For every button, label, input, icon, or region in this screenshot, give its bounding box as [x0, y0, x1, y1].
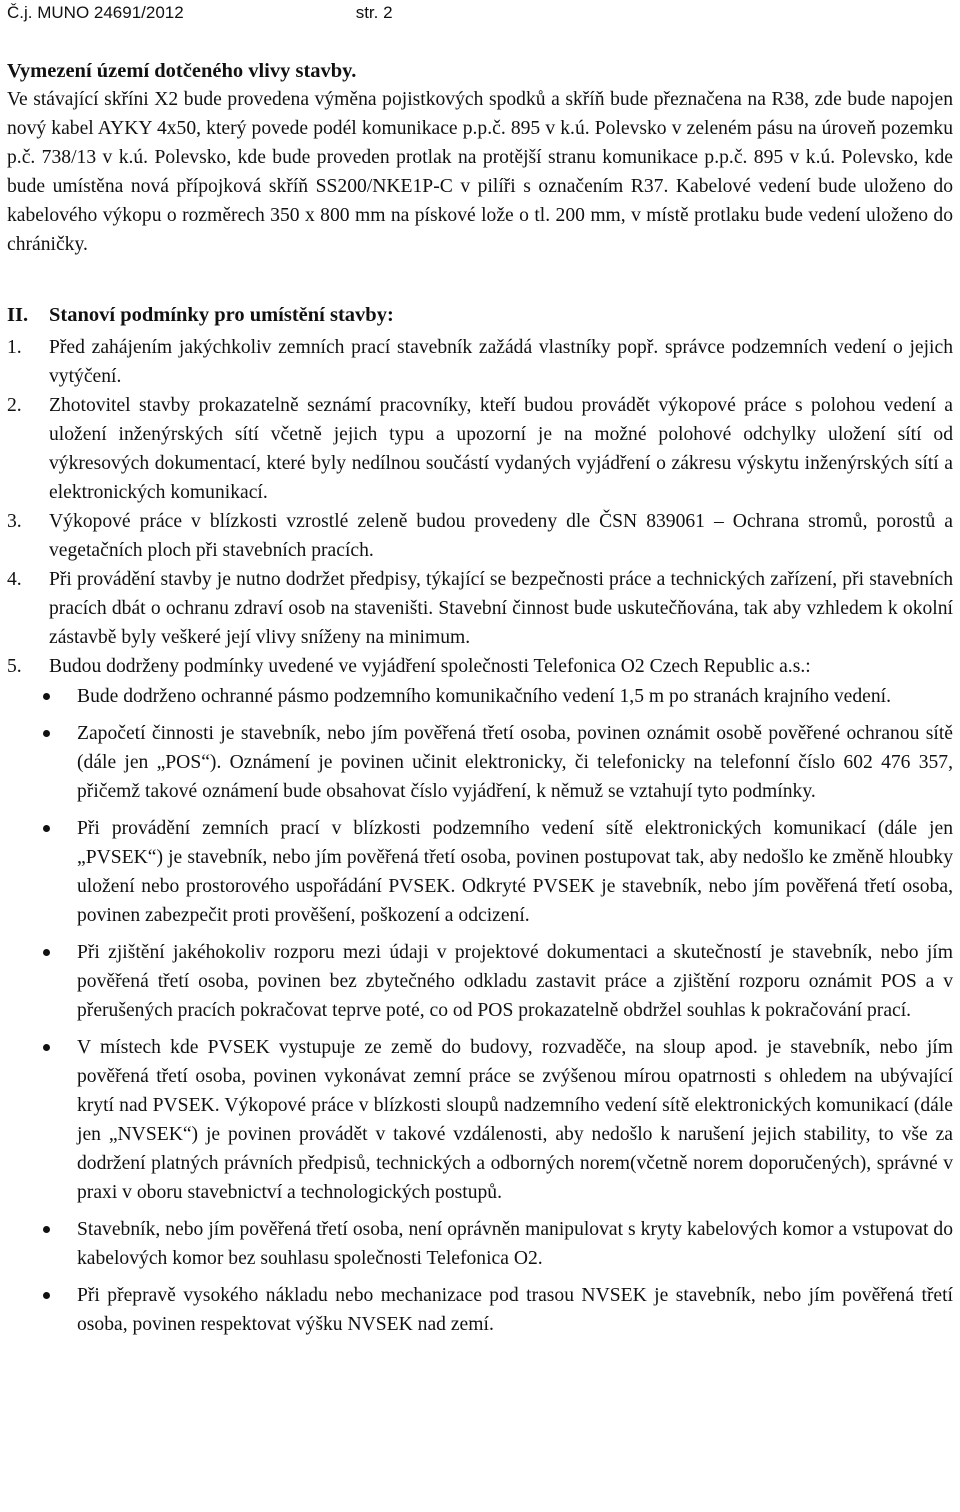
scope-title: Vymezení území dotčeného vlivy stavby.: [7, 60, 357, 82]
bullet-item: [7, 1215, 953, 1273]
bullet-item: [7, 1281, 953, 1339]
bullet-icon: [7, 1215, 77, 1273]
bullet-icon: [7, 1033, 77, 1207]
condition-item: [7, 565, 953, 652]
bullet-text: Bude dodrženo ochranné pásmo podzemního komunikačního vedení 1,5 m po stranách krajního vedení.: [77, 686, 892, 707]
conditions-heading: [7, 301, 953, 329]
conditions-list: [7, 333, 953, 681]
condition-text: Před zahájením jakýchkoliv zemních prací stavebník zažádá vlastníky popř. správce podzemních vedení o jejich vytýčení.: [49, 337, 953, 387]
bullet-item: [7, 719, 953, 806]
condition-text: Výkopové práce v blízkosti vzrostlé zeleně budou provedeny dle ČSN 839061 – Ochrana stromů, porostů a vegetačních ploch při stavebních pracích.: [49, 511, 953, 561]
bullet-item: [7, 938, 953, 1025]
condition-number: 3.: [7, 511, 22, 532]
condition-number: 5.: [7, 656, 22, 677]
bullet-text: V místech kde PVSEK vystupuje ze země do budovy, rozvaděče, na sloup apod. je stavebník, nebo jím pověřená třetí osoba, povinen vykonávat zemní práce se zvýšenou mírou opatrnosti s ohledem na ubývající krytí nad PVSEK. Výkopové práce v blízkosti sloupů nadzemního vedení sítě elektronických komunikací (dále jen „NVSEK“) je povinen provádět v takové vzdálenosti, aby nedošlo k narušení jejich stability, to vše za dodržení platných právních předpisů, technických a odborných norem(včetně norem doporučených), správné v praxi v oboru stavebnictví a technologických postupů.: [77, 1037, 953, 1203]
bullet-icon: [7, 938, 77, 1025]
condition-item: [7, 652, 953, 681]
condition-text: Při provádění stavby je nutno dodržet předpisy, týkající se bezpečnosti práce a technických zařízení, při stavebních pracích dbát o ochranu zdraví osob na staveništi. Stavební činnost bude uskutečňována, tak aby vzhledem k okolní zástavbě byly veškeré její vlivy sníženy na minimum.: [49, 569, 953, 648]
bullet-icon: [7, 719, 77, 806]
condition-item: [7, 333, 953, 391]
condition-number: 1.: [7, 337, 22, 358]
section-number: II.: [7, 304, 29, 326]
bullet-text: Při přepravě vysokého nákladu nebo mechanizace pod trasou NVSEK je stavebník, nebo jím pověřená třetí osoba, povinen respektovat výšku NVSEK nad zemí.: [77, 1285, 953, 1335]
condition-item: [7, 391, 953, 507]
bullet-icon: [7, 814, 77, 930]
bullet-item: [7, 1033, 953, 1207]
bullet-icon: [7, 1281, 77, 1339]
condition-text: Budou dodrženy podmínky uvedené ve vyjádření společnosti Telefonica O2 Czech Republic a.s.:: [49, 656, 811, 677]
condition-number: 4.: [7, 569, 22, 590]
bullet-text: Při zjištění jakéhokoliv rozporu mezi údaji v projektové dokumentaci a skutečností je stavebník, nebo jím pověřená třetí osoba, povinen bez zbytečného odkladu zastavit práce a zjištění rozporu oznámit POS a v přerušených pracích pokračovat teprve poté, co od POS prokazatelně obdržel souhlas k pokračování prací.: [77, 942, 953, 1021]
page-number: str. 2: [355, 3, 393, 22]
bullet-text: Započetí činnosti je stavebník, nebo jím pověřená třetí osoba, povinen oznámit osobě pověřené ochranou sítě (dále jen „POS“). Oznámení je povinen učinit elektronicky, či telefonicky na telefonní číslo 602 476 357, přičemž takové oznámení bude obsahovat číslo vyjádření, k němuž se vztahují tyto podmínky.: [77, 723, 953, 802]
bullet-text: Při provádění zemních prací v blízkosti podzemního vedení sítě elektronických komunikací (dále jen „PVSEK“) je stavebník, nebo jím pověřená třetí osoba, povinen postupovat tak, aby nedošlo ke změně hloubky uložení nebo prostorového uspořádání PVSEK. Odkryté PVSEK je stavebník, nebo jím pověřená třetí osoba, povinen zabezpečit proti prověšení, poškození a odcizení.: [77, 818, 953, 926]
section-title: Stanoví podmínky pro umístění stavby:: [49, 304, 394, 326]
scope-paragraph: Ve stávající skříni X2 bude provedena výměna pojistkových spodků a skříň bude přeznačena na R38, zde bude napojen nový kabel AYKY 4x50, který povede podél komunikace p.p.č. 895 v k.ú. Polevsko v zeleném pásu na úroveň pozemku p.č. 738/13 v k.ú. Polevsko, kde bude proveden protlak na protější stranu komunikace p.p.č. 895 v k.ú. Polevsko, kde bude umístěna nová přípojková skříň SS200/NKE1P-C v pilíři s označením R37. Kabelové vedení bude uloženo do kabelového výkopu o rozměrech 350 x 800 mm na pískové lože o tl. 200 mm, v místě protlaku bude vedení uloženo do chráničky.: [7, 89, 953, 255]
bullet-item: [7, 814, 953, 930]
condition-item: [7, 507, 953, 565]
condition-text: Zhotovitel stavby prokazatelně seznámí pracovníky, kteří budou provádět výkopové práce s polohou vedení a uložení inženýrských sítí včetně jejich typu a upozorní je na možné polohové odchylky uložení sítí od výkresových dokumentací, které byly nedílnou součástí vydaných vyjádření o zákresu výskytu inženýrských sítí a elektronických komunikací.: [49, 395, 953, 503]
bullet-icon: [7, 682, 77, 711]
bullet-text: Stavebník, nebo jím pověřená třetí osoba, není oprávněn manipulovat s kryty kabelových komor a vstupovat do kabelových komor bez souhlasu společnosti Telefonica O2.: [77, 1219, 953, 1269]
reference-number: Č.j. MUNO 24691/2012: [7, 3, 184, 22]
condition-number: 2.: [7, 395, 22, 416]
page-header: [7, 0, 953, 40]
telefonica-conditions-list: [7, 682, 953, 1339]
bullet-item: [7, 682, 953, 711]
